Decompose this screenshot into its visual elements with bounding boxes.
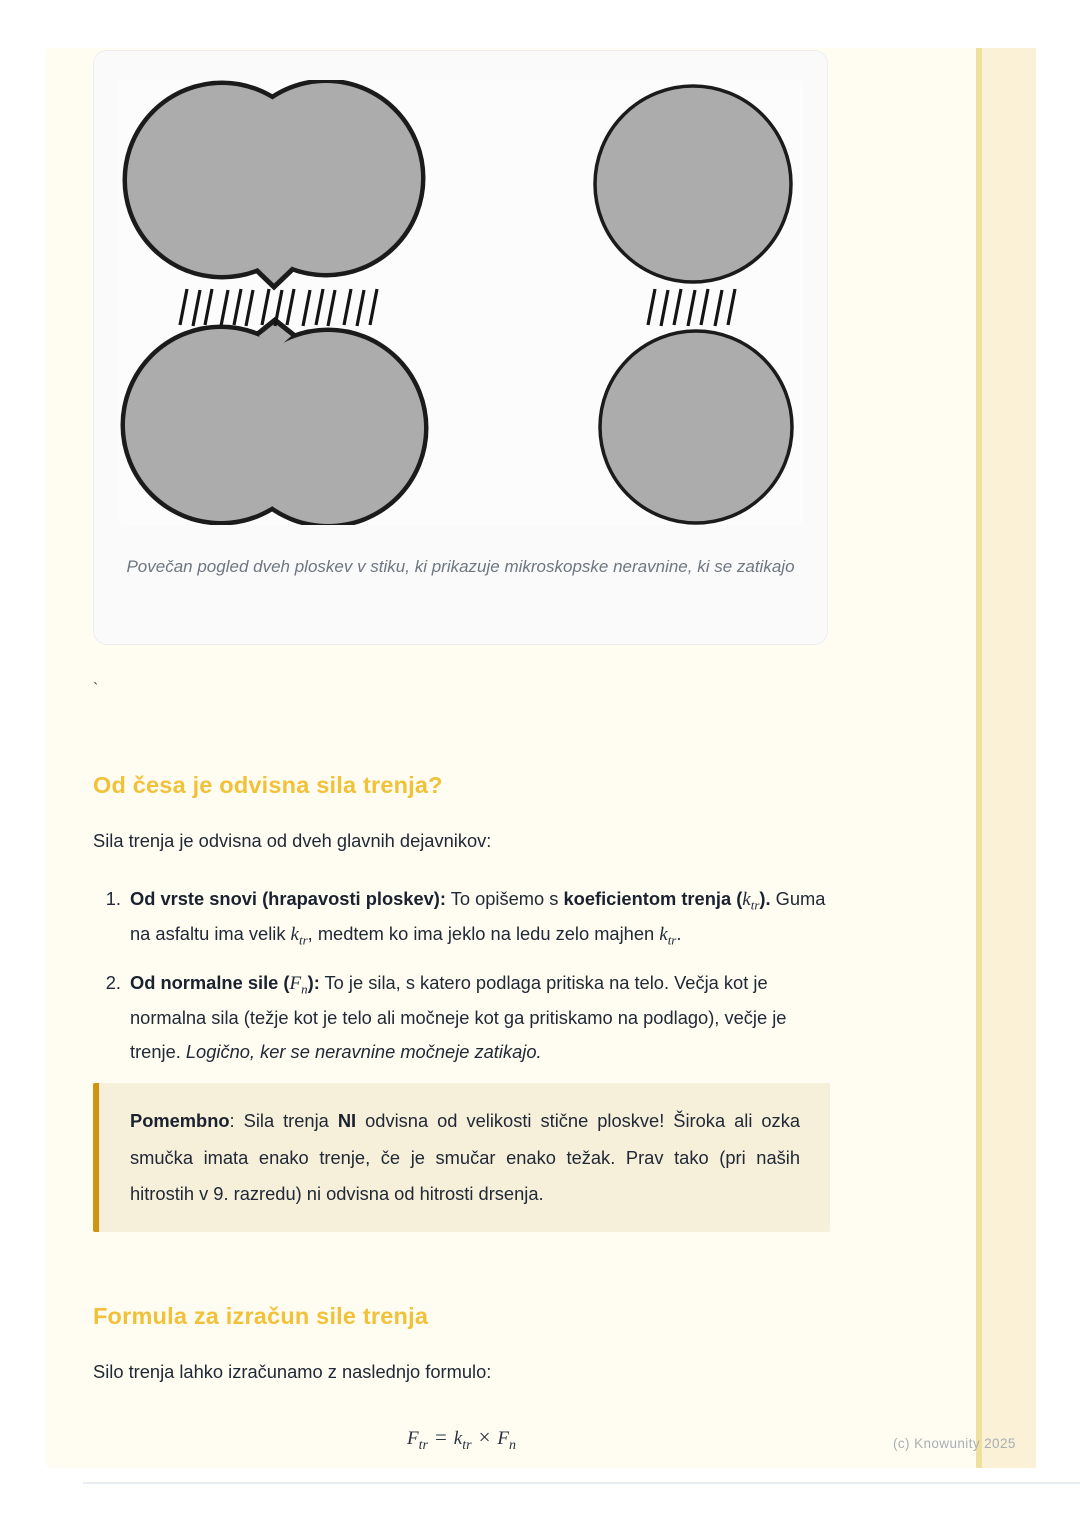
text-run: To opišemo s xyxy=(445,888,564,909)
text-run: . xyxy=(676,923,682,944)
math-sub-tr: tr xyxy=(750,897,760,913)
bold-run: Od normalne sile ( xyxy=(130,972,290,993)
watermark: (c) Knowunity 2025 xyxy=(893,1436,1016,1451)
next-page-edge xyxy=(83,1482,1080,1484)
list-item-text xyxy=(130,966,830,1069)
math-sub-tr: tr xyxy=(667,932,677,948)
text-run: To je sila, s katero podlaga pritiska na telo. Večja kot je normalna sila (težje kot je telo ali močneje kot ga pritiskamo na podlago), večje je trenje. xyxy=(130,972,787,1062)
stray-backtick: ` xyxy=(93,681,99,698)
friction-formula xyxy=(93,1424,830,1453)
text-run: : Sila trenja xyxy=(229,1110,338,1131)
friction-surfaces-svg xyxy=(118,80,803,525)
list-item-material xyxy=(100,882,830,952)
hatching-right xyxy=(648,289,735,326)
list-number: 1. xyxy=(105,888,121,909)
list-item-normal-force xyxy=(100,966,830,1069)
section-heading-formula: Formula za izračun sile trenja xyxy=(93,1302,429,1329)
math-sub-tr: tr xyxy=(418,1437,428,1453)
list-number: 2. xyxy=(105,972,121,993)
bold-run: ). xyxy=(759,888,771,909)
equals-sign: = xyxy=(434,1424,447,1449)
list-item-text xyxy=(130,882,830,952)
italic-run: Logično, ker se neravnine močneje zatikajo. xyxy=(185,1041,542,1062)
section-heading-factors: Od česa je odvisna sila trenja? xyxy=(93,772,443,798)
math-var-k: k xyxy=(290,924,299,945)
surface-bottom-right xyxy=(600,331,792,523)
callout-text xyxy=(130,1103,800,1213)
math-var-F: F xyxy=(497,1427,510,1449)
bold-run: NI xyxy=(337,1110,357,1131)
document-page xyxy=(46,48,1036,1468)
times-sign: × xyxy=(478,1424,491,1449)
math-var-k: k xyxy=(453,1427,463,1449)
math-var-F: F xyxy=(289,973,302,994)
page-content xyxy=(93,48,830,1453)
bold-run: koeficientom trenja ( xyxy=(563,888,743,909)
bold-run: Od vrste snovi (hrapavosti ploskev): xyxy=(130,888,446,909)
text-run: odvisna od velikosti stične ploskve! Široka ali ozka smučka imata enako trenje, če je smučar enako težak. Prav tako (pri naših hitrostih v 9. razredu) ni odvisna od hitrosti drsenja. xyxy=(130,1110,801,1204)
factors-intro: Sila trenja je odvisna od dveh glavnih dejavnikov: xyxy=(93,830,492,851)
page-margin-band xyxy=(976,48,1036,1468)
surface-top-left xyxy=(125,81,423,287)
bold-run: ): xyxy=(307,972,320,993)
figure-caption: Povečan pogled dveh ploskev v stiku, ki prikazuje mikroskopske neravnine, ki se zatikajo xyxy=(126,557,795,576)
math-sub-tr: tr xyxy=(298,932,308,948)
surface-top-right xyxy=(595,86,791,282)
formula-intro: Silo trenja lahko izračunamo z naslednjo formulo: xyxy=(93,1360,492,1382)
math-var-F: F xyxy=(406,1427,419,1449)
important-callout xyxy=(93,1083,830,1232)
math-var-k: k xyxy=(742,889,751,910)
friction-surfaces-illustration xyxy=(118,80,803,525)
bold-run: Pomembno xyxy=(130,1110,230,1131)
math-sub-n: n xyxy=(301,981,308,997)
text-run: Guma na asfaltu ima velik xyxy=(130,888,826,944)
factors-list xyxy=(93,882,830,1069)
figure-card xyxy=(93,50,828,645)
text-run: , medtem ko ima jeklo na ledu zelo majhen xyxy=(307,923,660,944)
math-var-k: k xyxy=(659,924,668,945)
surface-bottom-left xyxy=(123,320,426,525)
math-sub-tr: tr xyxy=(462,1437,472,1453)
math-sub-n: n xyxy=(509,1437,517,1453)
